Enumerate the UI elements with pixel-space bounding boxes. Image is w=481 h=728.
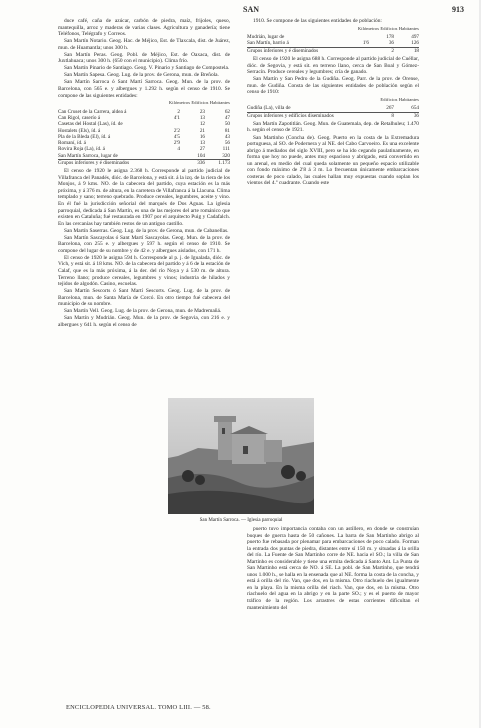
table-cell-value: 111 <box>222 146 230 153</box>
paragraph: San Martín y San Pedro de la Gudiña. Geog. Parr. de la prov. de Orense, mun. de Gudiña. Consta de las siguientes entidades de población según el censo de 1910: <box>247 76 419 96</box>
table-cell-value: 2'2 <box>173 127 180 134</box>
paragraph: San Martín Zapotitlán. Geog. Mun. de Guatemala, dep. de Retalhuleu; 1.470 h. según el censo de 1921. <box>247 120 419 134</box>
table-cell-entity: Grupos inferiores y é diseminados <box>247 47 319 54</box>
table-cell-entity: Pla de la Bleda (El), íd. á <box>58 133 111 140</box>
paragraph: 1910. Se compone de las siguientes entidades de población: <box>253 18 382 24</box>
column-2-top-text <box>247 18 419 25</box>
table-row <box>58 153 230 160</box>
photo-caption: San Martín Sarroca. — Iglesia parroquial <box>199 518 283 523</box>
table-cell-value: 36 <box>388 40 394 47</box>
table-cell-entity: San Martín Sarroca, lugar de <box>58 152 118 159</box>
paragraph: San Martín Sarroca ó Sant Martí Sarroca. Geog. Mun. de la prov. de Barcelona, con 565 e. y albergues y 1.292 h. según el censo de 1910. Se compone de las siguientes entidades: <box>58 79 230 99</box>
table-row <box>58 159 230 166</box>
paragraph: El censo de 1920 le asigna 2.368 h. Corresponde al partido judicial de Villafranca del Panadés, dióc. de Barcelona, y está sit. á la izq. de la riera de los Monjos, á 9 kms. NO. de la cabecera del partido, cuya estación es la más próxima, y á 376 m. de altura, en la carretera de Villafranca á la Llacuna. Clima templado y sano; terreno quebrado. Produce cereales, legumbres, aceite y vino. En él fué la jurisdicción señorial del marqués de Dos Aguas. La iglesia parroquial, dedicada á San Martín, es una de las mejores del arte románico que existen en Cataluña; fué restaurada en 1907 por el arquitecto Puig y Cadafalch. En las cercanías hay también restos de un antiguo castillo. <box>58 168 230 227</box>
table-cell-value: 4 <box>177 146 180 153</box>
table-3-header: Edificios Habitantes <box>380 96 419 102</box>
paragraph: San Martín Sascayolas ó Sant Martí Sascayolas. Geog. Mun. de la prov. de Barcelona, con 255 e. y albergues y 597 h. según el censo de 1910. Se compone del lugar de su nombre y de 42 e. y albergues aislados, con 171 h. <box>58 234 230 254</box>
paragraph: San Martín y Mudrián. Geog. Mun. de la prov. de Segovia, con 216 e. y albergues y 641 h. según el censo de <box>58 315 230 328</box>
table-cell-value <box>155 153 180 160</box>
table-cell-value: 1'6 <box>362 40 369 47</box>
table-cell-value: 654 <box>411 105 419 112</box>
table-2-header: Kilómetros Edificios Habitantes <box>357 25 419 31</box>
table-row <box>247 105 419 112</box>
population-table-3 <box>247 105 419 119</box>
table-cell-entity: Can Rigol, caserío á <box>58 114 101 121</box>
church-photo <box>168 398 314 514</box>
paragraph: San Martín Sescorts ó Sant Martí Sescorts. Geog. Lug. de la prov. de Barcelona, mun. de Santa María de Corcó. En otro tiempo fué cabecera del municipio de su nombre. <box>58 288 230 308</box>
table-cell-value: 178 <box>386 34 394 41</box>
table-cell-value: 104 <box>197 152 205 159</box>
column-2 <box>247 18 419 187</box>
table-cell-value <box>344 47 369 54</box>
page-footer: ENCICLOPEDIA UNIVERSAL. TOMO LIII. — 58. <box>66 704 211 711</box>
church-photo-illustration <box>168 398 314 514</box>
table-row <box>247 47 419 54</box>
table-cell-value: 18 <box>413 47 419 54</box>
table-cell-value: 13 <box>199 140 205 147</box>
table-cell-entity: Casetas del Hostal (Las), íd. de <box>58 121 123 128</box>
column-3 <box>247 526 419 612</box>
table-cell-entity: Grupos inferiores y é diseminados <box>58 159 130 166</box>
paragraph: San Martinho (Concha de). Geog. Puerto en la costa de la Extremadura portuguesa, al SO. de Podernera y al NE. del Cabo Carvoeiro. Es una excelente abrigo á mediados del siglo XVIII, pero se ha ido cegando paulatinamente, en forma que hoy no puede, antes muy espacioso y abrigado, está convertido en un arenal, en medio del cual queda solamente un pequeño espacio utilizable con fondo máximo de 2'8 á 3 m. Lo frecuentan únicamente embarcaciones costeras de poco calado, las cuales hallan muy expuestas cuando soplan los vientos del 4.º cuadrante. Cuando este <box>247 134 419 187</box>
column-2-mid-text <box>247 56 419 96</box>
table-cell-value: 81 <box>224 127 230 134</box>
table-row <box>247 112 419 119</box>
population-table-1 <box>58 109 230 167</box>
table-cell-value: 267 <box>386 105 394 112</box>
table-cell-value: 336 <box>197 159 205 166</box>
paragraph: San Martín Sapesa. Geog. Lug. de la prov. de Gerona, mun. de Breñola. <box>64 72 219 79</box>
table-cell-value: 320 <box>222 152 230 159</box>
column-1-bottom-text <box>58 168 230 328</box>
table-cell-value: 56 <box>224 140 230 147</box>
table-cell-entity: Gudiña (La), villa de <box>247 105 291 112</box>
paragraph: San Martín Vell. Geog. Lug. de la prov. de Gerona, mun. de Madremañá. <box>64 308 222 315</box>
table-cell-value: 4'1 <box>173 114 180 121</box>
table-cell-entity: Grupos inferiores y edificios diseminados <box>247 112 334 119</box>
table-cell-entity: San Martín, barrio á <box>247 40 289 47</box>
paragraph: San Martín Saserras. Geog. Lug. de la prov. de Gerona, mun. de Cabanellas. <box>64 227 229 234</box>
table-cell-value: 50 <box>224 121 230 128</box>
table-cell-value: 1.173 <box>218 159 230 166</box>
table-cell-value: 2 <box>391 47 394 54</box>
page-number: 913 <box>452 5 464 14</box>
table-row <box>247 40 419 47</box>
paragraph: El censo de 1920 le asigna 688 h. Corresponde al partido judicial de Cuéllar, dióc. de Segovia, y está sit. en terreno llano, cerca de San Boal y Gómez-Serracín. Produce cereales y legumbres; cría de ganado. <box>247 55 419 76</box>
paragraph: puerto tuvo importancia contaba con un astillero, en donde se construían buques de guerra hasta de 50 cañones. La barra de San Martinho abrigo al puerto fue rebasada por plenamar para embarcaciones de poco calado. Forman la entrada dos puntas de piedra, distantes entre sí 150 m. y situadas á la orilla del río. La Fuente de San Martinho corre de NE. hacia el SO.; la villa de San Martinho es considerable y tiene una ermita dedicada á Santo Ant. La Punta de San Martinho está cerca de NO. á SE. La pobl. de San Martinho, que tendrá unos 1.000 h., se halla en la ensenada que al NE. forma la costa de la concha, y está á orilla del río. Van, que dos, en la misma. Otro riachuelo des igualmente en la playa. En la misma orilla del riach. Van, que dos, en la misma. Otro riachuelo del agua en la abrigo y en la parte SO.; y es el puerto de mayor tráfico de la región. Los arrastres de estas corrientes dificultan el mantenimiento del <box>247 526 419 611</box>
paragraph: San Martín Notario. Geog. Hac. de Méjico, Est. de Tlaxcala, dist. de Juárez, mun. de Huamantla; unos 300 h. <box>58 38 230 51</box>
paragraph: El censo de 1920 le asigna 594 h. Corresponde al p. j. de Igualada, dióc. de Vich, y está sit. á 18 kms. NO. de la cabecera del partido y á 6 de la estación de Calaf, que es la más próxima, á la der. del río Noya y á 530 m. de altura. Terreno llano; produce cereales, legumbres y vinos; industria de hilados y tejidos de algodón. Casino, escuelas. <box>58 254 230 288</box>
table-cell-entity: Can Cruset de la Carrera, aldea á <box>58 108 127 115</box>
table-cell-value: 16 <box>199 133 205 140</box>
table-cell-value: 27 <box>199 146 205 153</box>
running-head: SAN <box>243 5 260 14</box>
table-cell-value: 126 <box>411 40 419 47</box>
table-1-header: Kilómetros Edificios Habitantes <box>168 100 230 106</box>
table-cell-entity: Rovira Roja (La), íd. á <box>58 146 105 153</box>
table-cell-value: 43 <box>224 133 230 140</box>
table-cell-value: 23 <box>199 108 205 115</box>
paragraph: San Martín Peras. Geog. Pobl. de Méjico, Est. de Oaxaca, dist. de Juxtlahuaca; unos 300 h. (650 con el municipio). Clima frío. <box>58 51 230 65</box>
table-cell-entity: Romaní, íd. á <box>58 140 86 147</box>
column-1-top-text <box>58 18 230 99</box>
table-cell-value: 2'9 <box>173 140 180 147</box>
table-cell-value: 47 <box>224 114 230 121</box>
table-cell-value: 4'5 <box>173 133 180 140</box>
table-cell-value: 36 <box>413 112 419 119</box>
table-cell-value: 62 <box>224 108 230 115</box>
column-2-bottom-text <box>247 121 419 187</box>
table-cell-value: 8 <box>391 112 394 119</box>
table-cell-entity: Mudrián, lugar de <box>247 34 285 41</box>
paragraph: duce café, caña de azúcar, carbón de piedra, maíz, frijoles, queso, mantequilla, arroz y maderas de varias clases. Agricultura y ganadería; tiene Teléfonos, Telégrafo y Correos. <box>58 18 230 38</box>
table-cell-value: 12 <box>199 121 205 128</box>
table-cell-value: 497 <box>411 34 419 41</box>
column-3-text <box>247 526 419 611</box>
table-cell-value: 13 <box>199 114 205 121</box>
population-table-2 <box>247 34 419 54</box>
table-cell-entity: Hostalets (Els), íd. á <box>58 127 101 134</box>
table-cell-value: 2 <box>177 108 180 115</box>
column-1 <box>58 18 230 329</box>
paragraph: San Martín Pinario de Santiago. Geog. V. Pinario y Santiago de Compostela. <box>64 65 230 72</box>
table-cell-value <box>155 159 180 166</box>
table-cell-value: 21 <box>199 127 205 134</box>
